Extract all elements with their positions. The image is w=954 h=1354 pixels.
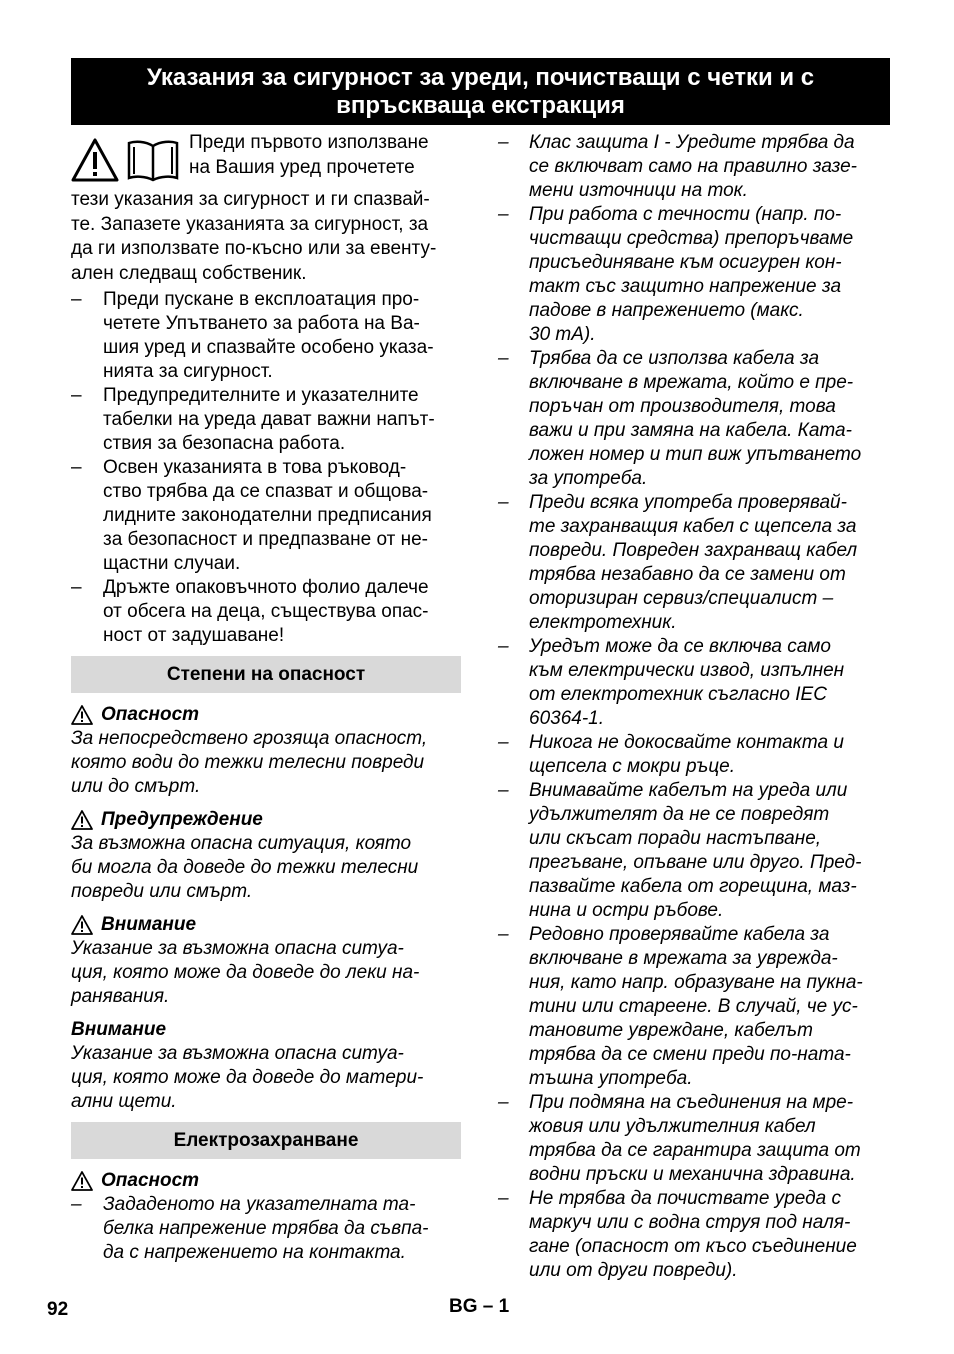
danger-text-line: която води до тежки телесни повреди [71, 752, 425, 773]
warning-triangle-icon [71, 705, 93, 725]
list-item-line: щепсела с мокри ръце. [529, 756, 736, 777]
danger-text-line: или до смърт. [71, 776, 201, 797]
left-column [71, 131, 461, 1265]
dash-marker: – [498, 732, 509, 753]
intro-text-line: да ги използвате по-късно или за евенту- [71, 238, 437, 259]
list-item [71, 1193, 461, 1265]
list-item-line: Преди пускане в експлоатация про- [103, 289, 420, 310]
list-item [498, 779, 890, 923]
intro-text-line: тези указания за сигурност и ги спазвай- [71, 189, 430, 210]
intro-text-line: на Вашия уред прочетете [189, 156, 415, 178]
list-item-line: тановите увреждане, кабелът [529, 1020, 813, 1041]
list-item-line: жовия или удължителния кабел [529, 1116, 816, 1137]
list-item-line: или от други повреди). [529, 1260, 738, 1281]
list-item [498, 347, 890, 491]
list-item [498, 731, 890, 779]
list-item [498, 923, 890, 1091]
list-item-line: тини или стареене. В случай, че ус- [529, 996, 858, 1017]
attention-text-line: ални щети. [71, 1091, 177, 1112]
list-item-line: включване в мрежата за увреждa- [529, 948, 838, 969]
list-item-line: Уредът може да се включва само [529, 636, 831, 657]
list-item-line: Освен указанията в това ръковод- [103, 457, 407, 478]
list-item-line: за безопасност и предпазване от не- [103, 529, 428, 550]
dash-marker: – [498, 132, 509, 153]
list-item-line: Предупредителните и указателните [103, 385, 419, 406]
list-item-line: да с напрежението на контакта. [103, 1242, 406, 1263]
list-item [498, 1091, 890, 1187]
intro-block [71, 131, 461, 286]
dash-marker: – [498, 204, 509, 225]
list-item-line: шия уред и спазвайте особено указа- [103, 337, 434, 358]
dash-marker: – [71, 1194, 82, 1215]
caution-text-line: ция, която може да доведе до леки на- [71, 962, 420, 983]
dash-marker: – [498, 348, 509, 369]
danger-label: Опасност [101, 704, 200, 725]
list-item [71, 288, 461, 384]
list-item-line: 60364-1. [529, 708, 605, 729]
list-item-line: нията за сигурност. [103, 361, 273, 382]
danger-heading [71, 703, 461, 727]
power-danger-heading [71, 1169, 461, 1193]
list-item-line: включване в мрежата, който е пре- [529, 372, 854, 393]
dash-marker: – [498, 1188, 509, 1209]
warning-text-line: За възможна опасна ситуация, която [71, 833, 412, 854]
attention-text-line: Указание за възможна опасна ситуа- [71, 1043, 404, 1064]
list-item-line: ство трябва да се спазват и общова- [103, 481, 429, 502]
list-item-line: важи и при замяна на кабела. Ката- [529, 420, 852, 441]
list-item-line: се включват само на правилно зазе- [529, 156, 858, 177]
list-item-line: за употреба. [529, 468, 648, 489]
section-heading-power-supply: Електрозахранване [71, 1122, 461, 1159]
dash-marker: – [498, 780, 509, 801]
list-item-line: белка напрежение трябва да съвпа- [103, 1218, 429, 1239]
list-item-line: ност от задушаване! [103, 625, 285, 646]
list-item-line: Преди всяка употреба проверявай- [529, 492, 847, 513]
list-item-line: Зададеното на указателната та- [103, 1194, 416, 1215]
list-item-line: гане (опасност от късо съединение [529, 1236, 857, 1257]
list-item-line: Дръжте опаковъчното фолио далече [103, 577, 429, 598]
list-item-line: чистващи средства) препоръчваме [529, 228, 854, 249]
list-item-line: ложен номер и тип виж упътването [529, 444, 862, 465]
general-safety-list [71, 288, 461, 648]
page-title-bar [71, 58, 890, 125]
attention-text-line: ция, която може да доведе до матери- [71, 1067, 424, 1088]
warning-label: Предупреждение [101, 809, 263, 830]
list-item-line: електротехник. [529, 612, 677, 633]
danger-text-line: За непосредствено грозяща опасност, [71, 728, 428, 749]
warning-triangle-icon [71, 1171, 93, 1191]
list-item-line: мени източници на ток. [529, 180, 748, 201]
list-item-line: поръчан от производителя, това [529, 396, 836, 417]
list-item-line: присъединяване към осигурен кон- [529, 252, 842, 273]
dash-marker: – [498, 492, 509, 513]
list-item-line: Трябва да се използва кабела за [529, 348, 820, 369]
list-item-line: те захранващия кабел с щепсела за [529, 516, 857, 537]
list-item-line: При работа с течности (напр. по- [529, 204, 842, 225]
list-item-line: трябва да се смени преди по-ната- [529, 1044, 851, 1065]
list-item-line: тъшна употреба. [529, 1068, 693, 1089]
intro-text-line: Преди първото използване [189, 132, 429, 153]
power-left-list [71, 1193, 461, 1265]
manual-book-icon [125, 138, 181, 182]
list-item [498, 635, 890, 731]
list-item-line: или скъсат поради настъпване, [529, 828, 822, 849]
right-column [498, 131, 890, 1283]
list-item [498, 1187, 890, 1283]
page-title: Указания за сигурност за уреди, почистващи с четки и с впръскваща екстракция [146, 63, 815, 119]
list-item-line: Редовно проверявайте кабела за [529, 924, 830, 945]
intro-text-line: те. Запазете указанията за сигурност, за [71, 213, 429, 235]
dash-marker: – [71, 289, 82, 310]
list-item-line: удължителят да не се повредят [529, 804, 830, 825]
list-item-line: прегъване, опъване или друго. Пред- [529, 852, 862, 873]
intro-icons [71, 138, 185, 188]
page-number: 92 [47, 1299, 69, 1320]
list-item-line: падове в напрежението (макс. [529, 300, 804, 321]
list-item-line: такт със защитно напрежение за [529, 276, 842, 297]
caution-text-line: Указание за възможна опасна ситуа- [71, 938, 404, 959]
list-item-line: трябва незабавно да се замени от [529, 564, 846, 585]
warning-heading [71, 808, 461, 832]
attention-heading: Внимание [71, 1019, 167, 1040]
list-item-line: При подмяна на съединения на мре- [529, 1092, 854, 1113]
dash-marker: – [498, 636, 509, 657]
warning-triangle-icon [71, 810, 93, 830]
caution-label: Внимание [101, 914, 197, 935]
list-item [71, 576, 461, 648]
list-item [498, 203, 890, 347]
warning-triangle-icon [71, 138, 119, 182]
caution-heading [71, 913, 461, 937]
list-item-line: четете Упътването за работа на Ва- [103, 313, 420, 334]
list-item [71, 384, 461, 456]
list-item-line: Внимавайте кабелът на уреда или [529, 780, 848, 801]
list-item-line: Клас защита I - Уредите трябва да [529, 132, 855, 153]
dash-marker: – [71, 577, 82, 598]
power-right-list [498, 131, 890, 1283]
list-item-line: Не трябва да почиствате уреда с [529, 1188, 841, 1209]
list-item-line: щастни случаи. [103, 553, 241, 574]
list-item [498, 131, 890, 203]
power-danger-label: Опасност [101, 1170, 200, 1191]
list-item-line: ствия за безопасна работа. [103, 433, 346, 454]
warning-triangle-icon [71, 915, 93, 935]
list-item-line: Никога не докосвайте контакта и [529, 732, 844, 753]
list-item-line: водни пръски и механична здравина. [529, 1164, 856, 1185]
list-item-line: нина и остри ръбове. [529, 900, 724, 921]
list-item-line: пазвайте кабела от горещина, маз- [529, 876, 857, 897]
caution-text-line: ранявания. [71, 986, 170, 1007]
list-item-line: от електротехник съгласно IEC [529, 684, 827, 705]
dash-marker: – [71, 457, 82, 478]
list-item-line: от обсега на деца, съществува опас- [103, 601, 429, 622]
intro-text-line: ален следващ собственик. [71, 262, 307, 284]
list-item-line: към електрически извод, изпълнен [529, 660, 845, 681]
list-item-line: табелки на уреда дават важни напът- [103, 409, 435, 430]
list-item [498, 491, 890, 635]
warning-text-line: би могла да доведе до тежки телесни [71, 857, 419, 878]
list-item-line: 30 mA). [529, 324, 596, 345]
warning-text-line: повреди или смърт. [71, 881, 253, 902]
list-item [71, 456, 461, 576]
dash-marker: – [498, 1092, 509, 1113]
list-item-line: оторизиран сервиз/специалист – [529, 588, 834, 609]
list-item-line: лидните законодателни предписания [103, 505, 432, 526]
dash-marker: – [71, 385, 82, 406]
list-item-line: маркуч или с водна струя под наля- [529, 1212, 851, 1233]
list-item-line: трябва да се гарантира защита от [529, 1140, 861, 1161]
section-heading-danger-levels: Степени на опасност [71, 656, 461, 693]
list-item-line: ния, като напр. образуване на пукна- [529, 972, 863, 993]
dash-marker: – [498, 924, 509, 945]
list-item-line: повреди. Повреден захранващ кабел [529, 540, 858, 561]
language-page-marker: BG – 1 [449, 1296, 510, 1317]
